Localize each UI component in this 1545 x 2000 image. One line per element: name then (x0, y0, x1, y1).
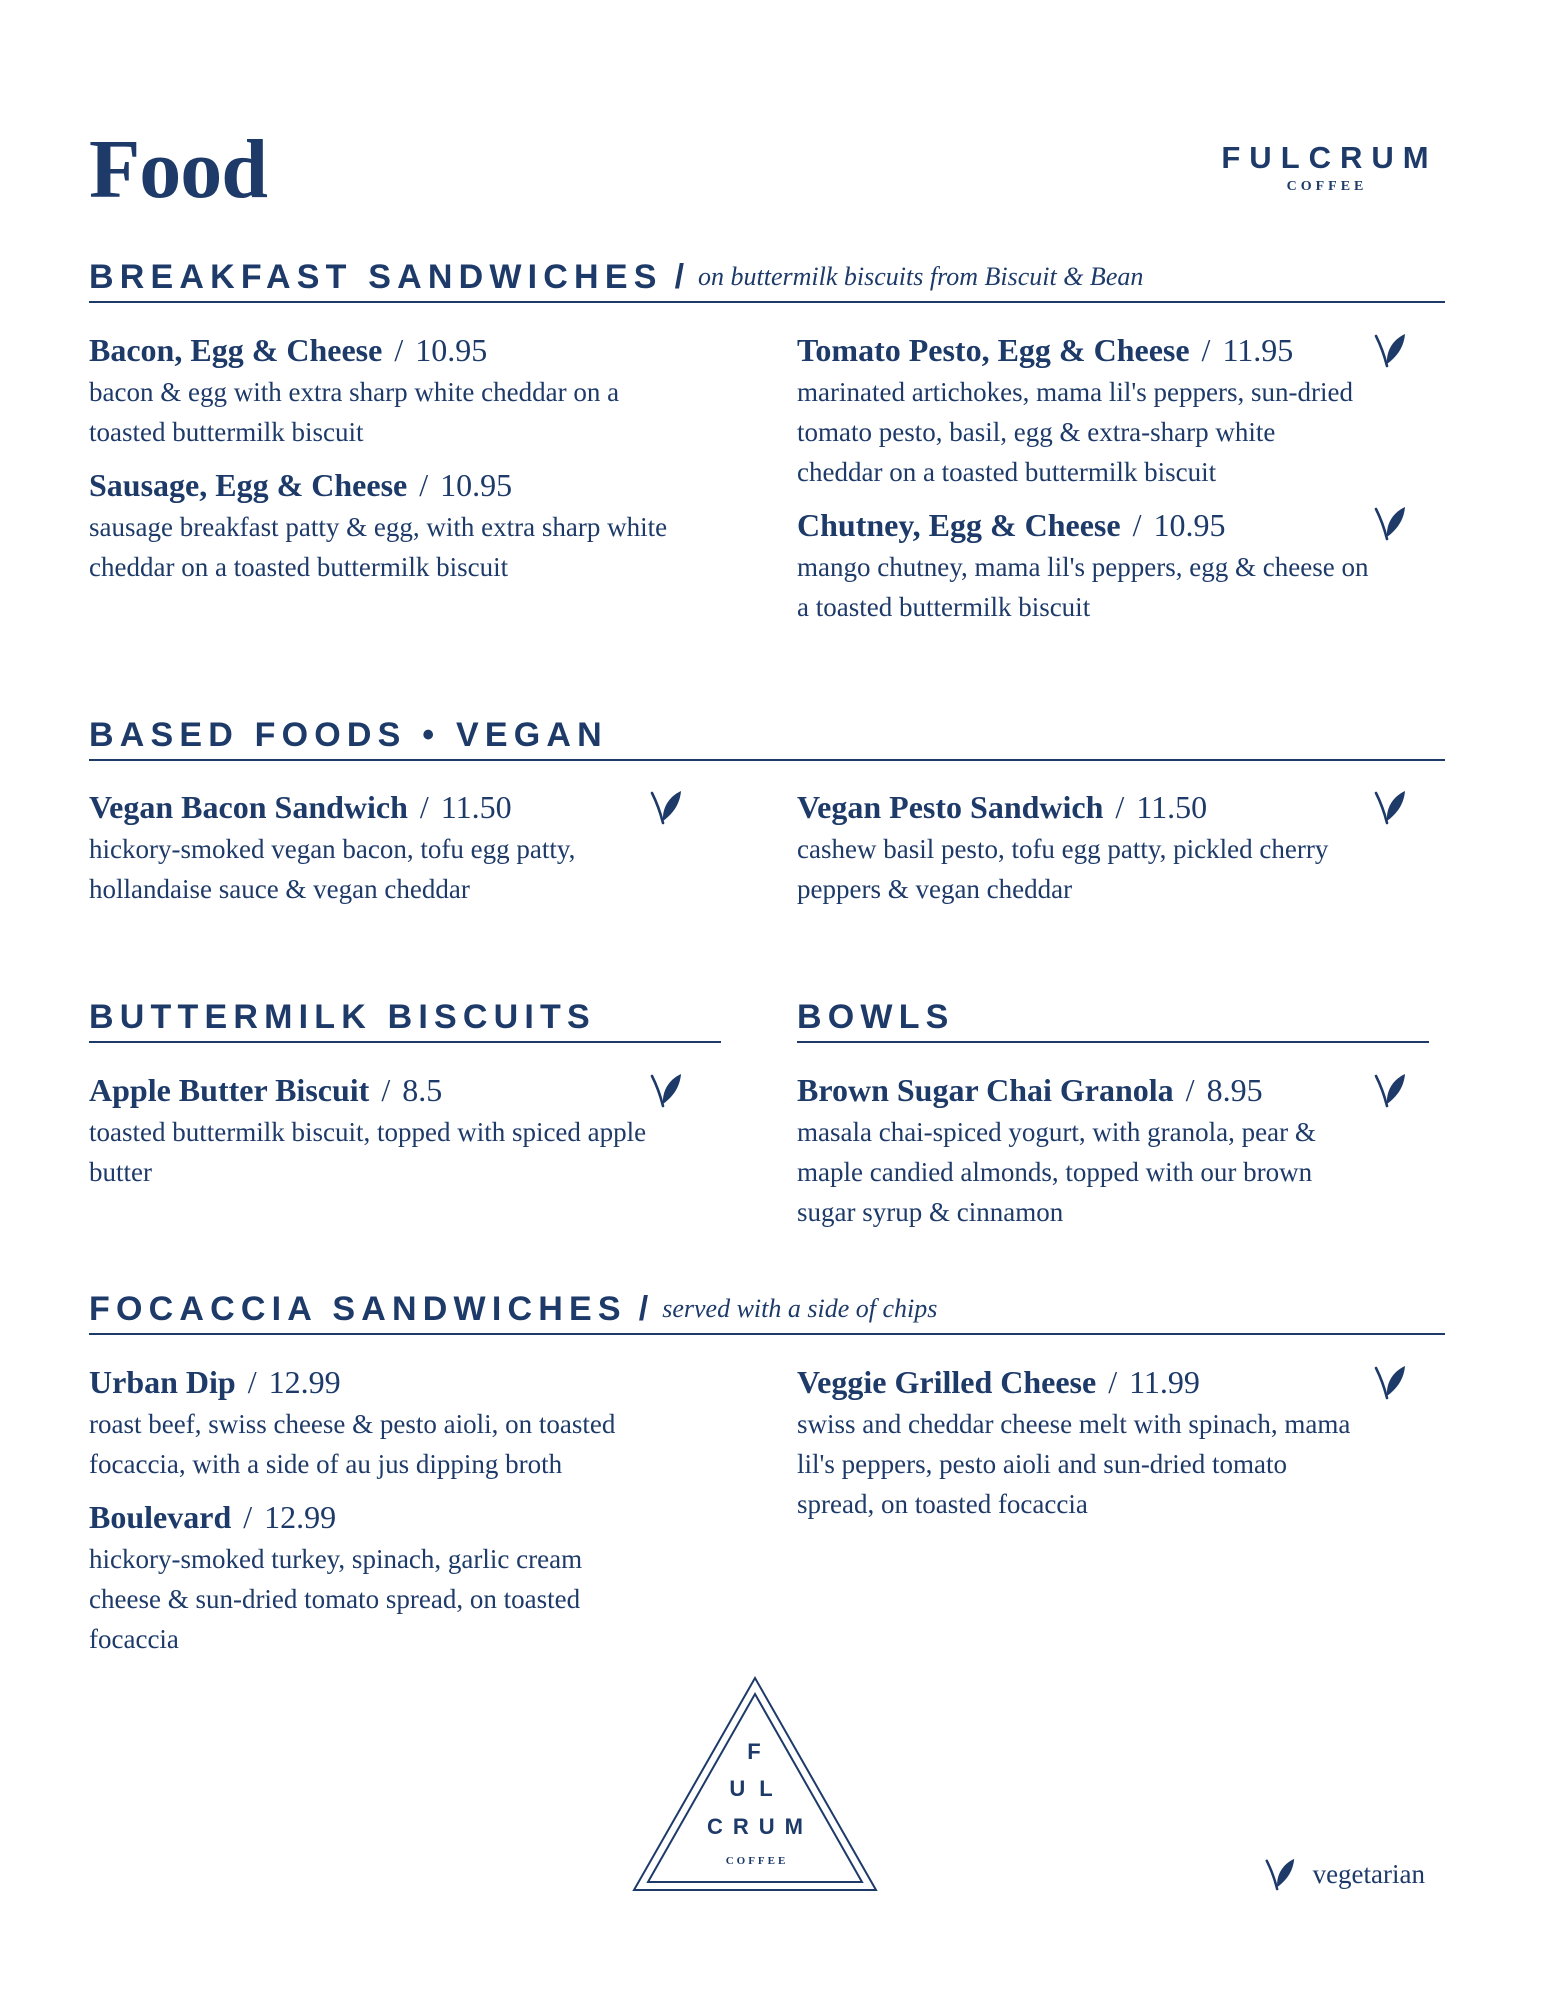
price-separator: / (1132, 507, 1142, 543)
item-description: masala chai-spiced yogurt, with granola, pear & maple candied almonds, topped with our brown sugar syrup & cinnamon (797, 1116, 1316, 1227)
menu-item (89, 330, 679, 452)
item-description: toasted buttermilk biscuit, topped with spiced apple butter (89, 1116, 647, 1187)
section-title: BREAKFAST SANDWICHES (89, 258, 663, 296)
logo-sub: COFFEE (725, 1855, 789, 1867)
fulcrum-triangle-logo (630, 1674, 880, 1894)
item-description: bacon & egg with extra sharp white cheddar on a toasted buttermilk biscuit (89, 376, 620, 447)
item-price: 11.99 (1129, 1364, 1200, 1400)
section-heading-bowls (797, 999, 1429, 1043)
section-slash: / (674, 258, 685, 296)
menu-item (89, 465, 679, 587)
section-heading-focaccia (89, 1291, 1445, 1335)
item-price: 12.99 (268, 1364, 341, 1400)
price-separator: / (243, 1499, 253, 1535)
price-separator: / (1185, 1072, 1195, 1108)
legend (1263, 1855, 1425, 1893)
price-separator: / (247, 1364, 257, 1400)
item-name: Boulevard (89, 1499, 232, 1535)
item-description: cashew basil pesto, tofu egg patty, pickled cherry peppers & vegan cheddar (797, 833, 1329, 904)
item-description: hickory-smoked turkey, spinach, garlic cream cheese & sun-dried tomato spread, on toasted focaccia (89, 1543, 583, 1654)
price-separator: / (419, 789, 429, 825)
item-name: Apple Butter Biscuit (89, 1072, 370, 1108)
section-title: BOWLS (797, 998, 955, 1036)
leaf-icon (1263, 1855, 1297, 1893)
logo-line-3: CRUM (707, 1814, 813, 1839)
item-price: 8.5 (402, 1072, 443, 1108)
item-description: swiss and cheddar cheese melt with spinach, mama lil's peppers, pesto aioli and sun-dried tomato spread, on toasted focaccia (797, 1408, 1351, 1519)
logo-line-2: UL (729, 1776, 787, 1801)
item-price: 8.95 (1206, 1072, 1263, 1108)
leaf-icon (1372, 1362, 1408, 1402)
item-price: 11.50 (440, 789, 512, 825)
price-separator: / (1115, 789, 1125, 825)
menu-item (89, 1070, 649, 1192)
item-name: Bacon, Egg & Cheese (89, 332, 383, 368)
logo-line-1: F (747, 1739, 769, 1764)
menu-item (797, 505, 1377, 627)
menu-item (797, 1362, 1357, 1524)
section-heading-breakfast (89, 259, 1445, 303)
item-description: marinated artichokes, mama lil's peppers, sun-dried tomato pesto, basil, egg & extra-sharp white cheddar on a toasted buttermilk biscuit (797, 376, 1353, 487)
item-name: Vegan Bacon Sandwich (89, 789, 408, 825)
price-separator: / (394, 332, 404, 368)
price-separator: / (1201, 332, 1211, 368)
section-note: on buttermilk biscuits from Biscuit & Bean (698, 262, 1144, 291)
item-price: 10.95 (1153, 507, 1226, 543)
item-name: Chutney, Egg & Cheese (797, 507, 1121, 543)
item-name: Sausage, Egg & Cheese (89, 467, 408, 503)
brand-logo (1200, 142, 1450, 195)
item-description: hickory-smoked vegan bacon, tofu egg patty, hollandaise sauce & vegan cheddar (89, 833, 576, 904)
section-heading-biscuits (89, 999, 721, 1043)
leaf-icon (648, 787, 684, 827)
item-price: 12.99 (264, 1499, 337, 1535)
leaf-icon (1372, 1070, 1408, 1110)
leaf-icon (1372, 787, 1408, 827)
item-price: 10.95 (415, 332, 488, 368)
section-title: BASED FOODS • VEGAN (89, 716, 608, 754)
legend-label: vegetarian (1312, 1858, 1425, 1889)
section-heading-vegan (89, 717, 1445, 761)
item-price: 10.95 (440, 467, 513, 503)
price-separator: / (419, 467, 429, 503)
price-separator: / (381, 1072, 391, 1108)
item-name: Veggie Grilled Cheese (797, 1364, 1097, 1400)
item-description: mango chutney, mama lil's peppers, egg & cheese on a toasted buttermilk biscuit (797, 551, 1369, 622)
brand-name: FULCRUM (1221, 140, 1438, 175)
menu-item (89, 1497, 659, 1659)
item-name: Urban Dip (89, 1364, 236, 1400)
menu-item (797, 787, 1377, 909)
menu-item (89, 787, 649, 909)
page-title: Food (89, 123, 268, 216)
menu-item (797, 1070, 1377, 1232)
leaf-icon (1372, 330, 1408, 370)
menu-item (797, 330, 1357, 492)
section-slash: / (638, 1290, 649, 1328)
item-name: Tomato Pesto, Egg & Cheese (797, 332, 1190, 368)
item-description: roast beef, swiss cheese & pesto aioli, on toasted focaccia, with a side of au jus dipping broth (89, 1408, 616, 1479)
item-price: 11.95 (1222, 332, 1294, 368)
menu-item (89, 1362, 659, 1484)
section-title: BUTTERMILK BISCUITS (89, 998, 596, 1036)
brand-sub: COFFEE (1286, 179, 1368, 194)
section-note: served with a side of chips (662, 1294, 938, 1323)
leaf-icon (648, 1070, 684, 1110)
price-separator: / (1108, 1364, 1118, 1400)
item-name: Vegan Pesto Sandwich (797, 789, 1104, 825)
item-name: Brown Sugar Chai Granola (797, 1072, 1174, 1108)
leaf-icon (1372, 503, 1408, 543)
section-title: FOCACCIA SANDWICHES (89, 1290, 627, 1328)
item-price: 11.50 (1136, 789, 1208, 825)
item-description: sausage breakfast patty & egg, with extra sharp white cheddar on a toasted buttermilk biscuit (89, 511, 668, 582)
